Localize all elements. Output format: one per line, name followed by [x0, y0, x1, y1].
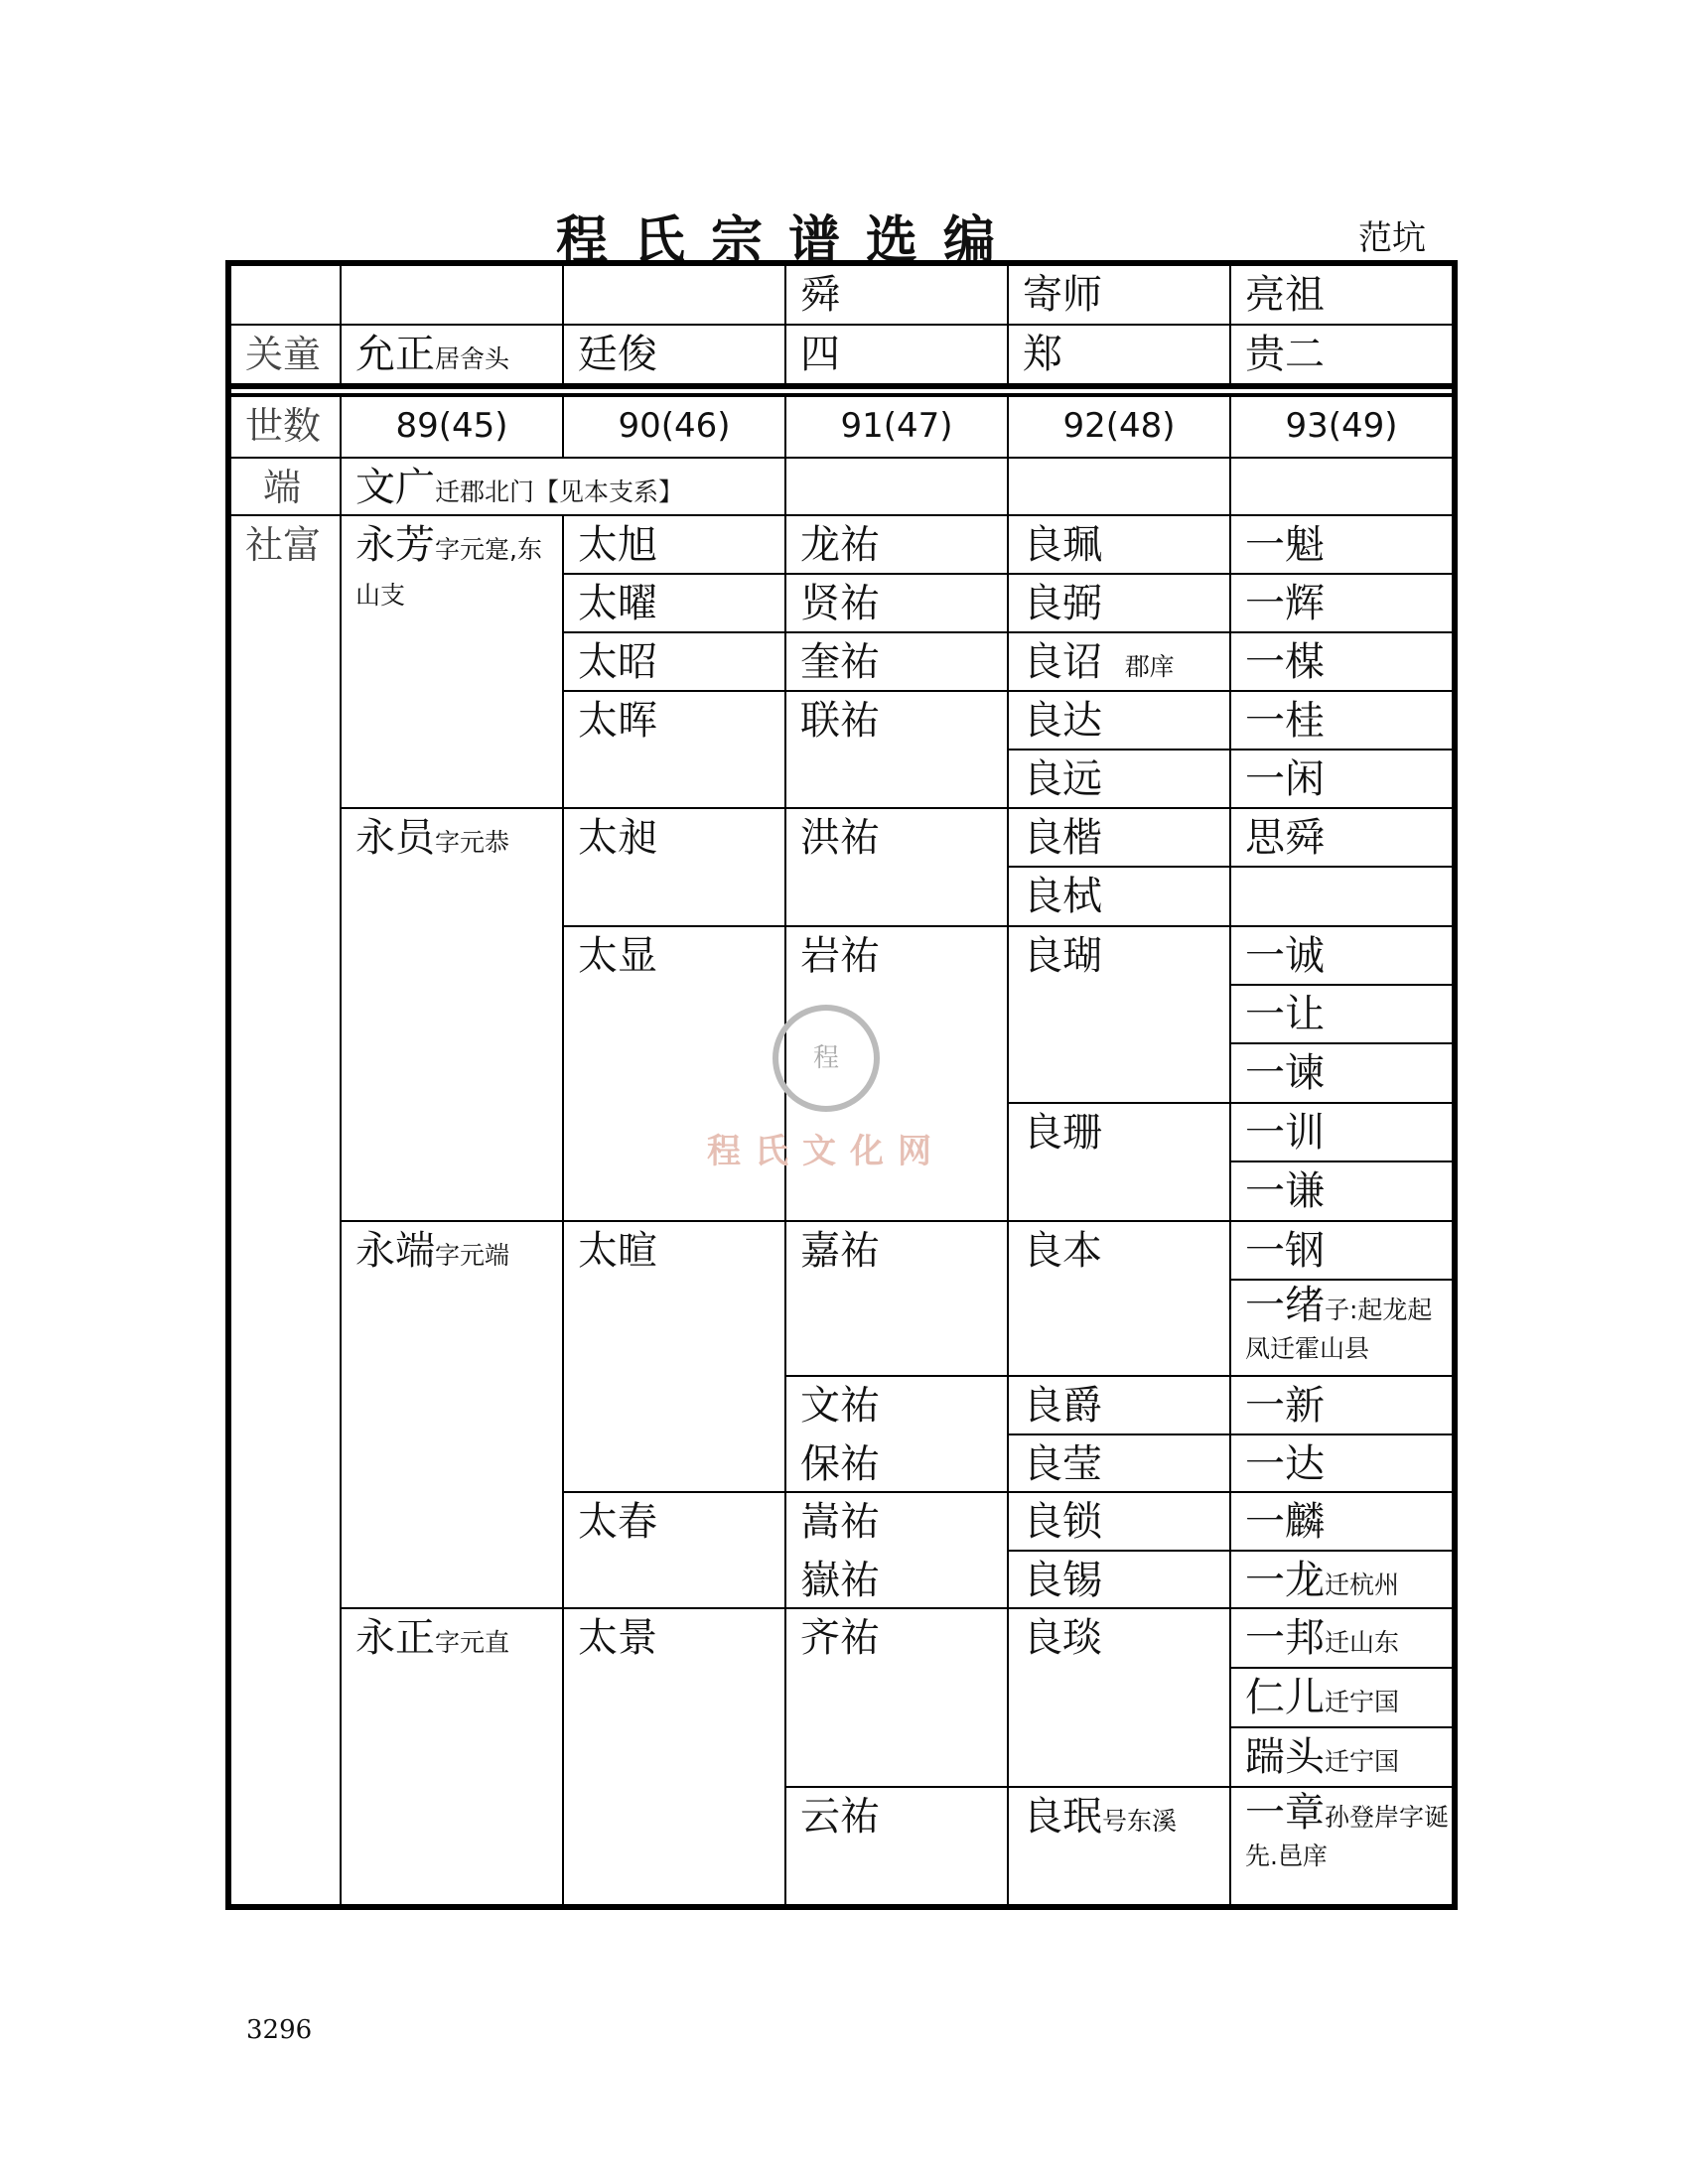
table-cell: 良珊: [1009, 1104, 1231, 1222]
table-cell: 太昶: [564, 809, 786, 927]
table-cell: 一谦: [1231, 1162, 1452, 1222]
table-cell: 奎祐: [786, 633, 1009, 692]
table-cell: 永员字元恭: [342, 809, 564, 1222]
table-cell: 良爵: [1009, 1377, 1231, 1435]
table-cell: 联祐: [786, 692, 1009, 809]
table-cell: 踹头迁宁国: [1231, 1728, 1452, 1788]
table-cell: 岩祐: [786, 927, 1009, 1222]
table-cell: 太显: [564, 927, 786, 1222]
table-cell: 一达: [1231, 1435, 1452, 1493]
branch-label: 社富: [231, 516, 342, 1904]
table-cell: 云祐: [786, 1788, 1009, 1904]
table-cell: 亮祖: [1231, 266, 1452, 326]
page-title: 程氏宗谱选编: [556, 210, 1022, 271]
table-cell: 四: [786, 326, 1009, 385]
table-cell: 永端字元端: [342, 1222, 564, 1609]
table-cell: 文祐: [786, 1377, 1009, 1435]
place-name: 范坑: [1358, 218, 1426, 258]
table-cell: 廷俊: [564, 326, 786, 385]
table-cell: 永正字元直: [342, 1609, 564, 1904]
table-cell: 一训: [1231, 1104, 1452, 1162]
table-cell: 一钢: [1231, 1222, 1452, 1281]
generation-number: 91(47): [786, 397, 1009, 459]
table-cell: 允正居舍头: [342, 326, 564, 385]
table-cell: 嵩祐: [786, 1493, 1009, 1552]
table-cell: 一绪子:起龙起凤迁霍山县: [1231, 1281, 1452, 1377]
watermark-text: 程氏文化网: [707, 1132, 945, 1171]
table-cell: 洪祐: [786, 809, 1009, 927]
generation-number: 93(49): [1231, 397, 1452, 459]
page-number: 3296: [246, 2015, 313, 2045]
table-cell: 良楷: [1009, 809, 1231, 868]
generation-number: 89(45): [342, 397, 564, 459]
table-cell: 贵二: [1231, 326, 1452, 385]
table-cell: 太曜: [564, 575, 786, 633]
table-cell: 一谏: [1231, 1044, 1452, 1104]
table-cell: 嘉祐: [786, 1222, 1009, 1377]
table-cell: 一桂: [1231, 692, 1452, 751]
table-cell: 良琰: [1009, 1609, 1231, 1788]
table-cell: 太景: [564, 1609, 786, 1904]
table-cell: 太昭: [564, 633, 786, 692]
table-cell: 太旭: [564, 516, 786, 575]
seal-watermark: 程: [773, 1005, 880, 1112]
table-cell: 仁儿迁宁国: [1231, 1669, 1452, 1728]
table-cell: 良莹: [1009, 1435, 1231, 1493]
table-cell: [1009, 459, 1231, 516]
table-cell: [786, 459, 1009, 516]
table-cell: 良远: [1009, 751, 1231, 809]
table-cell: [564, 266, 786, 326]
table-cell: 良珉号东溪: [1009, 1788, 1231, 1904]
table-cell: [342, 266, 564, 326]
table-cell: 良达: [1009, 692, 1231, 751]
table-cell: 思舜: [1231, 809, 1452, 868]
table-cell: 寄师: [1009, 266, 1231, 326]
table-cell: 一楳: [1231, 633, 1452, 692]
table-cell: 永芳字元寔,东山支: [342, 516, 564, 809]
table-cell: 良锡: [1009, 1552, 1231, 1609]
table-cell: 良本: [1009, 1222, 1231, 1377]
table-cell: 一龙迁杭州: [1231, 1552, 1452, 1609]
table-cell: [1231, 868, 1452, 927]
table-cell: 文广迁郡北门【见本支系】: [342, 459, 786, 516]
table-cell: 贤祐: [786, 575, 1009, 633]
table-cell: 太春: [564, 1493, 786, 1609]
table-cell: 郑: [1009, 326, 1231, 385]
branch-label: 端: [231, 459, 342, 516]
table-cell: 一章孙登岸字诞先.邑庠: [1245, 1790, 1450, 1870]
table-cell: 太暄: [564, 1222, 786, 1493]
table-cell: 一麟: [1231, 1493, 1452, 1552]
table-cell: 一邦迁山东: [1231, 1609, 1452, 1669]
table-cell: 嶽祐: [786, 1552, 1009, 1609]
table-cell: 一新: [1231, 1377, 1452, 1435]
table-cell: 一让: [1231, 986, 1452, 1044]
table-cell: 良诏 郡庠: [1009, 633, 1231, 692]
table-cell: 太晖: [564, 692, 786, 809]
table-cell: 舜: [786, 266, 1009, 326]
table-cell: 良瑚: [1009, 927, 1231, 1104]
generation-number: 92(48): [1009, 397, 1231, 459]
table-cell: 保祐: [786, 1435, 1009, 1493]
table-cell: 良珮: [1009, 516, 1231, 575]
generation-number: 90(46): [564, 397, 786, 459]
table-cell: 龙祐: [786, 516, 1009, 575]
table-cell: [231, 266, 342, 326]
table-cell: 良栻: [1009, 868, 1231, 927]
table-cell: 关童: [231, 326, 342, 385]
table-cell: 一辉: [1231, 575, 1452, 633]
table-cell: 良锁: [1009, 1493, 1231, 1552]
generation-label: 世数: [231, 397, 342, 459]
table-cell: 一魁: [1231, 516, 1452, 575]
table-cell: 良弼: [1009, 575, 1231, 633]
table-cell: [1231, 459, 1452, 516]
table-cell: 齐祐: [786, 1609, 1009, 1788]
double-divider: [231, 385, 1452, 389]
table-cell: 一诚: [1231, 927, 1452, 986]
table-cell: 一闲: [1231, 751, 1452, 809]
